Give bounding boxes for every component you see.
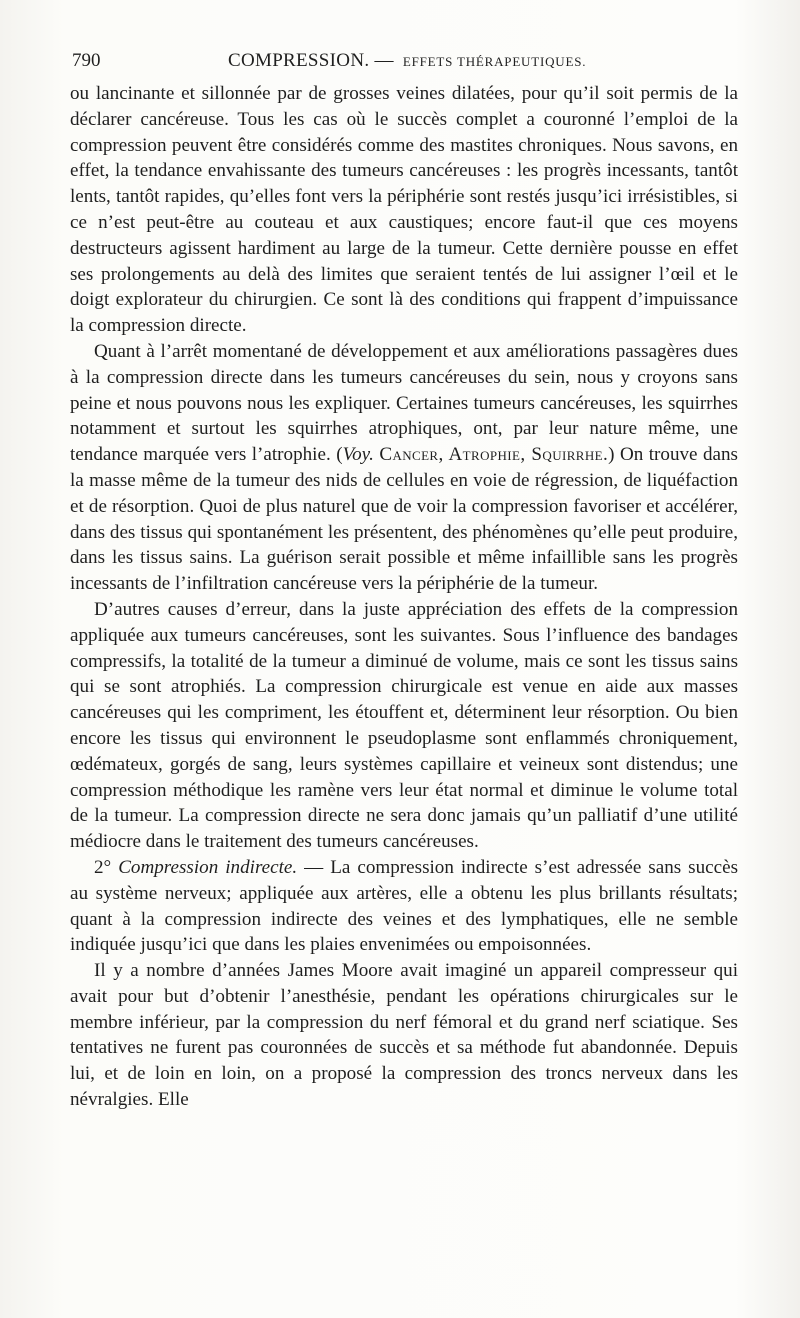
paragraph-3: D’autres causes d’erreur, dans la juste appréciation des effets de la compression appliquée aux tumeurs cancéreuses, sont les suivantes. Sous l’influence des bandages compressifs, la totalité de la tumeur a diminué de volume, mais ce sont les tissus sains qui se sont atrophiés. La compression chirurgicale est venue en aide aux masses cancéreuses qui les compriment, les étouffent et, déterminent leur résorption. Ou bien encore les tissus qui environnent le pseudoplasme sont enflammés chroniquement, œdémateux, gorgés de sang, leurs systèmes capillaire et veineux sont distendus; une compression méthodique les ramène vers leur état normal et diminue le volume total de la tumeur. La compression directe ne sera donc jamais qu’un palliatif d’une utilité médiocre dans le traitement des tumeurs cancéreuses. (70, 598, 738, 853)
section-heading: Compression indirecte. (118, 856, 298, 878)
paragraph-4 (70, 855, 738, 958)
page-number: 790 (72, 50, 101, 71)
paragraph-1: ou lancinante et sillonnée par de grosses veines dilatées, pour qu’il soit permis de la déclarer cancéreuse. Tous les cas où le succès complet a couronné l’emploi de la compression peuvent être considérés comme des mastites chroniques. Nous savons, en effet, la tendance envahissante des tumeurs cancéreuses : les progrès incessants, tantôt lents, tantôt rapides, qu’elles font vers la périphérie sont restés jusqu’ici irrésistibles, si ce n’est peut-être au couteau et aux caustiques; encore faut-il que ces moyens destructeurs agissent hardiment au large de la tumeur. Cette dernière pousse en effet ses prolongements au delà des limites que seraient tentés de lui assigner l’œil et le doigt explorateur du chirurgien. Ce sont là des conditions qui frappent d’impuissance la compression directe. (70, 83, 738, 337)
running-head (228, 44, 586, 79)
cross-references: Cancer, Atrophie, Squirrhe. (379, 444, 609, 466)
paragraph-5: Il y a nombre d’années James Moore avait imaginé un appareil compresseur qui avait pour but d’obtenir l’anesthésie, pendant les opérations chirurgicales sur le membre inférieur, par la compression du nerf fémoral et du grand nerf sciatique. Ses tentatives ne furent pas couronnées de succès et sa méthode fut abandonnée. Depuis lui, et de loin en loin, on a proposé la compression des troncs nerveux dans les névralgies. Elle (70, 960, 738, 1111)
running-head-subtitle: EFFETS THÉRAPEUTIQUES. (402, 54, 587, 69)
section-number: 2° (94, 856, 112, 878)
paragraph-4-text: — La compression indirecte s’est adressée sans succès au système nerveux; appliquée aux artères, elle a obtenu les plus brillants résultats; quant à la compression indirecte des veines et des lymphatiques, elle ne semble indiquée jusqu’ici que dans les plaies envenimées ou empoisonnées. (70, 856, 739, 956)
see-also-abbrev: Voy. (342, 444, 374, 466)
running-head-title: COMPRESSION. (228, 50, 370, 71)
running-head-dash: — (374, 50, 394, 71)
paragraph-2 (70, 339, 738, 597)
paragraph-2-part-a: Quant à l’arrêt momentané de développement et aux améliorations passagères dues à la compression directe dans les tumeurs cancéreuses du sein, nous y croyons sans peine et nous pouvons nous les expliquer. Certaines tumeurs cancéreuses, les squirrhes notamment et surtout les squirrhes atrophiques, ont, par leur nature même, une tendance marquée vers l’atrophie. ( (70, 340, 738, 466)
body-text (70, 81, 738, 1113)
page-header (70, 44, 738, 78)
paragraph-2-part-b: ) On trouve dans la masse même de la tumeur des nids de cellules en voie de régression, de liquéfaction et de résorption. Quoi de plus naturel que de voir la compression favoriser et accélérer, dans des tissus qui spontanément les présentent, des phénomènes qu’elle peut produire, dans les tissus sains. La guérison serait possible et même infaillible sans les progrès incessants de l’infiltration cancéreuse vers la périphérie de la tumeur. (70, 444, 738, 595)
